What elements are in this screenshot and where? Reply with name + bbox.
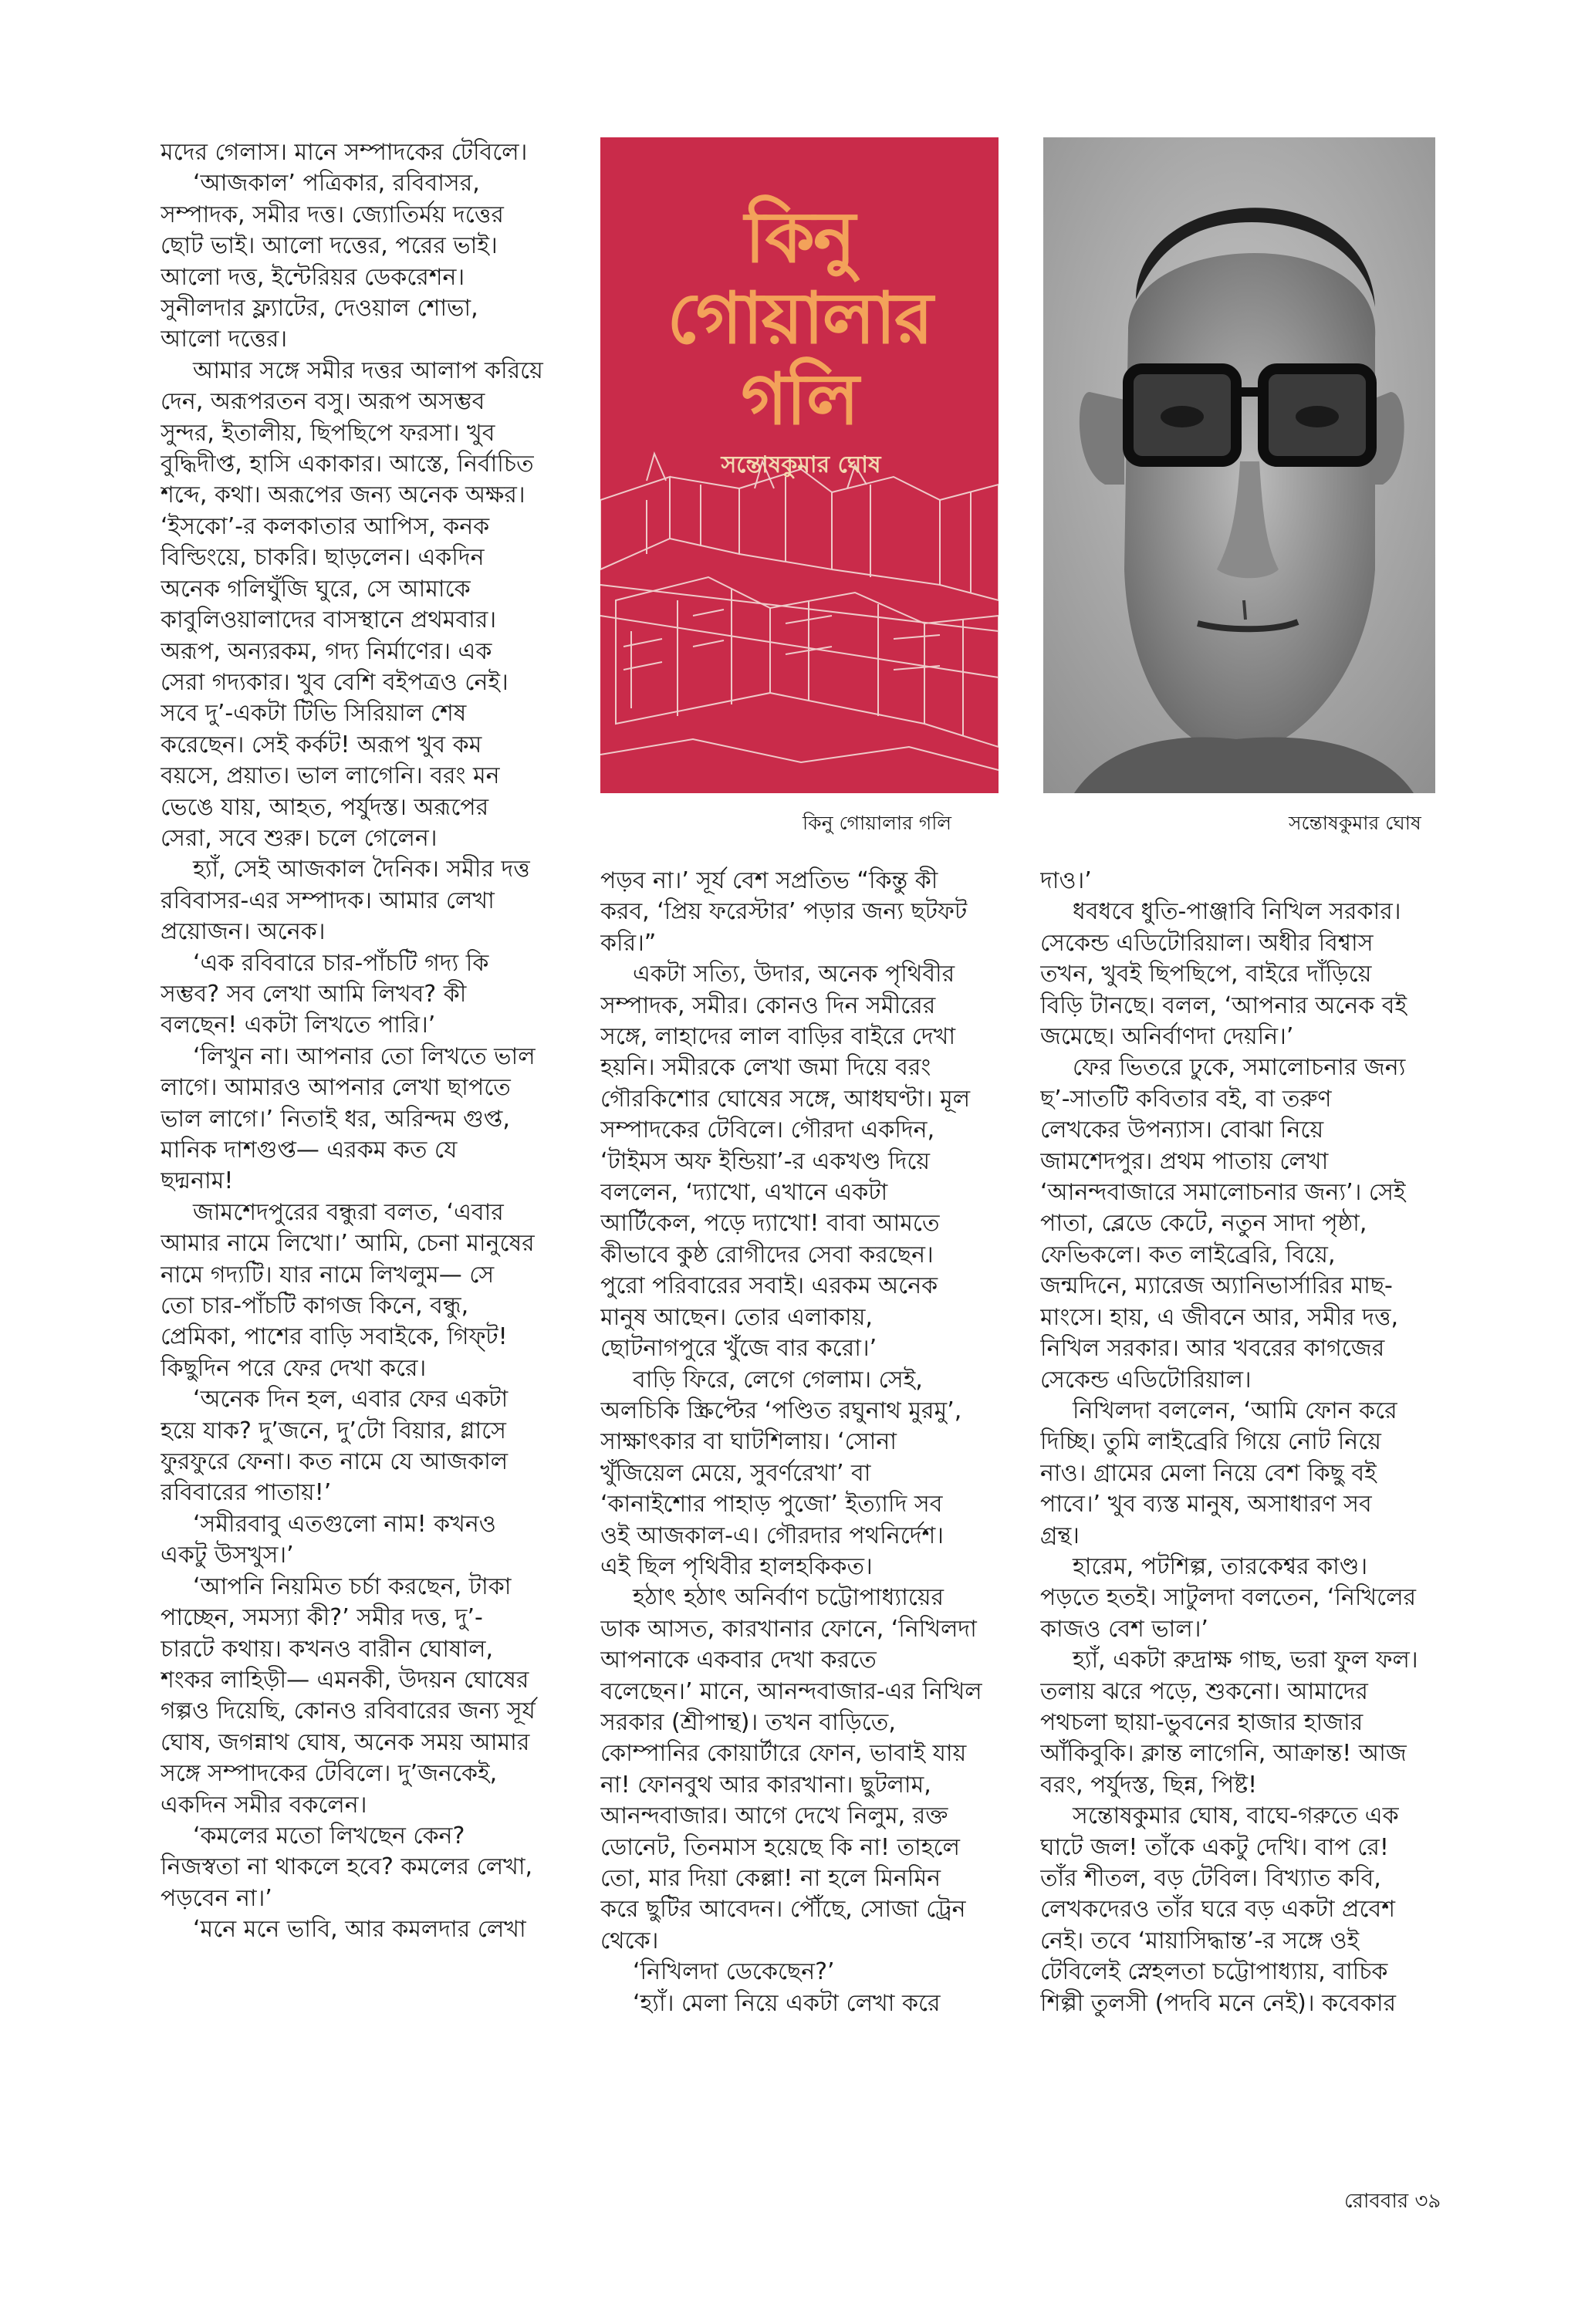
text-line: ‘আপনি নিয়মিত চর্চা করছেন, টাকা: [193, 1572, 512, 1600]
text-line: সঙ্গে সম্পাদকের টেবিলে। দু’জনকেই,: [161, 1760, 498, 1788]
text-line: সেরা, সবে শুরু। চলে গেলেন।: [161, 824, 438, 852]
text-line: থেকে।: [600, 1927, 659, 1954]
text-line: ঘোষ, জগন্নাথ ঘোষ, অনেক সময় আমার: [161, 1728, 530, 1756]
text-line: কিছুদিন পরে ফের দেখা করে।: [161, 1354, 427, 1382]
cover-title-line: গোয়ালার: [667, 277, 932, 360]
text-line: অলচিকি স্ক্রিপ্টের ‘পণ্ডিত রঘুনাথ মুরমু’,: [600, 1397, 962, 1424]
text-line: প্রয়োজন। অনেক।: [161, 918, 326, 946]
text-line: পুরো পরিবারের সবাই। এরকম অনেক: [600, 1272, 938, 1300]
text-line: ফেভিকলে। কত লাইব্রেরি, বিয়ে,: [1040, 1241, 1336, 1268]
text-line: বরং, পর্যুদস্ত, ছিন্ন, পিষ্ট!: [1040, 1771, 1258, 1799]
article-column-3: [1040, 866, 1472, 2131]
text-line: একদিন সমীর বকলেন।: [161, 1791, 367, 1819]
text-line: বলছেন! একটা লিখতে পারি।’: [161, 1012, 436, 1039]
text-line: ‘নিখিলদা ডেকেছেন?’: [633, 1958, 835, 1986]
text-line: অরূপ, অন্যরকম, গদ্য নির্মাণের। এক: [161, 637, 492, 665]
text-line: জমেছে। অনির্বাণদা দেয়নি।’: [1040, 1023, 1294, 1051]
text-line: ঘাটে জল! তাঁকে একটু দেখি। বাপ রে!: [1040, 1833, 1389, 1861]
text-line: কাজও বেশ ভাল।’: [1040, 1615, 1208, 1643]
text-line: দেন, অরূপরতন বসু। অরূপ অসম্ভব: [161, 388, 485, 416]
text-line: ‘কমলের মতো লিখছেন কেন?: [193, 1822, 465, 1849]
portrait-illustration: [1043, 137, 1435, 793]
text-line: লেখকদেরও তাঁর ঘরে বড় একটা প্রবেশ: [1040, 1896, 1395, 1924]
text-line: শিল্পী তুলসী (পদবি মনে নেই)। কবেকার: [1040, 1989, 1397, 2017]
book-cover-caption: কিনু গোয়ালার গলি: [803, 812, 952, 834]
text-line: সেরা গদ্যকার। খুব বেশি বইপত্রও নেই।: [161, 668, 509, 696]
text-line: আমার নামে লিখো।’ আমি, চেনা মানুষের: [161, 1230, 535, 1258]
text-line: হারেম, পটশিল্প, তারকেশ্বর কাণ্ড।: [1073, 1552, 1368, 1580]
text-line: ‘আজকাল’ পত্রিকার, রবিবাসর,: [193, 170, 480, 198]
text-line: দাও।’: [1040, 867, 1092, 894]
text-line: বিড়ি টানছে। বলল, ‘আপনার অনেক বই: [1040, 991, 1407, 1019]
text-line: নিজস্বতা না থাকলে হবে? কমলের লেখা,: [161, 1853, 533, 1881]
text-line: সাক্ষাৎকার বা ঘাটশিলায়। ‘সোনা: [600, 1428, 897, 1456]
text-line: ডাক আসত, কারখানার ফোনে, ‘নিখিলদা: [600, 1615, 977, 1643]
text-line: শব্দে, কথা। অরূপের জন্য অনেক অক্ষর।: [161, 481, 525, 509]
text-line: এই ছিল পৃথিবীর হালহকিকত।: [600, 1552, 873, 1580]
text-line: শংকর লাহিড়ী— এমনকী, উদয়ন ঘোষের: [161, 1666, 529, 1694]
article-column-2: [600, 866, 1032, 2131]
text-line: পাতা, ব্লেডে কেটে, নতুন সাদা পৃষ্ঠা,: [1040, 1210, 1367, 1238]
magazine-name: রোববার: [1344, 2190, 1409, 2213]
text-line: টেবিলেই স্নেহলতা চট্টোপাধ্যায়, বাচিক: [1040, 1958, 1388, 1986]
text-line: অনেক গলিঘুঁজি ঘুরে, সে আমাকে: [161, 575, 471, 603]
text-line: বিল্ডিংয়ে, চাকরি। ছাড়লেন। একদিন: [161, 544, 485, 572]
text-line: সম্ভব? সব লেখা আমি লিখব? কী: [161, 980, 467, 1008]
text-line: মাংসে। হায়, এ জীবনে আর, সমীর দত্ত,: [1040, 1303, 1399, 1331]
text-line: নিখিলদা বললেন, ‘আমি ফোন করে: [1073, 1397, 1397, 1424]
text-line: ওই আজকাল-এ। গৌরদার পথনির্দেশ।: [600, 1522, 944, 1549]
text-line: একটা সত্যি, উদার, অনেক পৃথিবীর: [633, 961, 955, 988]
text-line: ‘আনন্দবাজারে সমালোচনার জন্য’। সেই: [1040, 1179, 1406, 1207]
book-cover-image: [600, 137, 999, 793]
text-line: চারটে কথায়। কখনও বারীন ঘোষাল,: [161, 1635, 494, 1663]
text-line: নাও। গ্রামের মেলা নিয়ে বেশ কিছু বই: [1040, 1459, 1377, 1487]
text-line: ভেঙে যায়, আহত, পর্যুদস্ত। অরূপের: [161, 793, 489, 821]
text-line: পড়বেন না।’: [161, 1884, 272, 1912]
text-line: জন্মদিনে, ম্যারেজ অ্যানিভার্সারির মাছ-: [1040, 1272, 1393, 1300]
text-line: মানিক দাশগুপ্ত— এরকম কত যে: [161, 1137, 458, 1164]
text-line: সবে দু’-একটা টিভি সিরিয়াল শেষ: [161, 700, 467, 728]
text-line: সুন্দর, ইতালীয়, ছিপছিপে ফরসা। খুব: [161, 419, 495, 447]
text-line: বয়সে, প্রয়াত। ভাল লাগেনি। বরং মন: [161, 762, 500, 790]
text-line: নামে গদ্যটি। যার নামে লিখলুম— সে: [161, 1261, 495, 1289]
text-line: আর্টিকেল, পড়ে দ্যাখো! বাবা আমতে: [600, 1210, 940, 1238]
text-line: ‘টাইমস অফ ইন্ডিয়া’-র একখণ্ড দিয়ে: [600, 1147, 931, 1175]
text-line: হয়নি। সমীরকে লেখা জমা দিয়ে বরং: [600, 1054, 931, 1082]
text-line: জামশেদপুর। প্রথম পাতায় লেখা: [1040, 1147, 1329, 1175]
text-line: হঠাৎ হঠাৎ অনির্বাণ চট্টোপাধ্যায়ের: [633, 1584, 944, 1612]
text-line: আপনাকে একবার দেখা করতে: [600, 1647, 877, 1674]
page-number: ৩৯: [1414, 2190, 1441, 2213]
text-line: কোম্পানির কোয়ার্টারে ফোন, ভাবাই যায়: [600, 1740, 967, 1768]
cover-title-line: কিনু: [745, 196, 854, 279]
text-line: বাড়ি ফিরে, লেগে গেলাম। সেই,: [633, 1366, 923, 1393]
text-line: করেছেন। সেই কর্কট! অরূপ খুব কম: [161, 731, 482, 758]
text-line: হ্যাঁ, একটা রুদ্রাক্ষ গাছ, ভরা ফুল ফল।: [1073, 1647, 1418, 1674]
text-line: মানুষ আছেন। তোর এলাকায়,: [600, 1303, 873, 1331]
text-line: ডোনেট, তিনমাস হয়েছে কি না! তাহলে: [600, 1833, 960, 1861]
text-line: পড়তে হতই। সাটুলদা বলতেন, ‘নিখিলের: [1040, 1584, 1417, 1612]
text-line: ভাল লাগে।’ নিতাই ধর, অরিন্দম গুপ্ত,: [161, 1105, 510, 1133]
text-line: গ্রন্থ।: [1040, 1522, 1080, 1549]
text-line: ‘কানাইশোর পাহাড় পুজো’ ইত্যাদি সব: [600, 1491, 943, 1518]
text-line: বুদ্ধিদীপ্ত, হাসি একাকার। আস্তে, নির্বাচিত: [161, 451, 534, 478]
text-line: মদের গেলাস। মানে সম্পাদকের টেবিলে।: [161, 139, 528, 166]
text-line: ফুরফুরে ফেনা। কত নামে যে আজকাল: [161, 1448, 509, 1476]
text-line: ‘সমীরবাবু এতগুলো নাম! কখনও: [193, 1510, 496, 1538]
text-line: পাচ্ছেন, সমস্যা কী?’ সমীর দত্ত, দু’-: [161, 1604, 483, 1632]
text-line: ‘ইসকো’-র কলকাতার আপিস, কনক: [161, 512, 490, 540]
text-line: আলো দত্ত, ইন্টেরিয়র ডেকরেশন।: [161, 263, 465, 291]
text-line: সম্পাদকের টেবিলে। গৌরদা একদিন,: [600, 1116, 935, 1144]
text-line: লেখকের উপন্যাস। বোঝা নিয়ে: [1040, 1116, 1324, 1144]
text-line: প্রেমিকা, পাশের বাড়ি সবাইকে, গিফ্‌ট!: [161, 1323, 508, 1351]
text-line: ‘অনেক দিন হল, এবার ফের একটা: [193, 1386, 509, 1414]
text-line: গৌরকিশোর ঘোষের সঙ্গে, আধঘণ্টা। মূল: [600, 1085, 971, 1113]
text-line: রবিবাসর-এর সম্পাদক। আমার লেখা: [161, 887, 495, 914]
text-line: রবিবারের পাতায়!’: [161, 1479, 332, 1507]
text-line: ‘হ্যাঁ। মেলা নিয়ে একটা লেখা করে: [633, 1989, 941, 2017]
text-line: তাঁর শীতল, বড় টেবিল। বিখ্যাত কবি,: [1040, 1865, 1381, 1892]
text-line: সেকেন্ড এডিটোরিয়াল।: [1040, 1366, 1252, 1393]
text-line: সঙ্গে, লাহাদের লাল বাড়ির বাইরে দেখা: [600, 1023, 956, 1051]
text-line: একটু উসখুস।’: [161, 1542, 294, 1569]
text-line: কাবুলিওয়ালাদের বাসস্থানে প্রথমবার।: [161, 606, 497, 634]
text-line: ফের ভিতরে ঢুকে, সমালোচনার জন্য: [1073, 1054, 1406, 1082]
text-line: ছোট ভাই। আলো দত্তের, পরের ভাই।: [161, 232, 498, 260]
text-line: খুঁজিয়েল মেয়ে, সুবর্ণরেখা’ বা: [600, 1459, 871, 1487]
text-line: হ্যাঁ, সেই আজকাল দৈনিক। সমীর দত্ত: [193, 856, 530, 883]
text-line: বললেন, ‘দ্যাখো, এখানে একটা: [600, 1179, 888, 1207]
text-line: সেকেন্ড এডিটোরিয়াল। অধীর বিশ্বাস: [1040, 929, 1374, 957]
text-line: নিখিল সরকার। আর খবরের কাগজের: [1040, 1335, 1385, 1363]
text-line: তখন, খুবই ছিপছিপে, বাইরে দাঁড়িয়ে: [1040, 961, 1372, 988]
page-footer: [1344, 2185, 1441, 2219]
text-line: ‘মনে মনে ভাবি, আর কমলদার লেখা: [193, 1916, 526, 1944]
text-line: সম্পাদক, সমীর। কোনও দিন সমীরের: [600, 991, 936, 1019]
text-line: ছোটনাগপুরে খুঁজে বার করো।’: [600, 1335, 877, 1363]
text-line: জামশেদপুরের বন্ধুরা বলত, ‘এবার: [193, 1198, 504, 1226]
text-line: ছ’-সাতটি কবিতার বই, বা তরুণ: [1040, 1085, 1332, 1113]
text-line: ‘এক রবিবারে চার-পাঁচটি গদ্য কি: [193, 949, 489, 977]
cover-title-line: গলি: [741, 358, 858, 441]
text-line: নেই। তবে ‘মায়াসিদ্ধান্ত’-র সঙ্গে ওই: [1040, 1927, 1360, 1954]
text-line: সুনীলদার ফ্ল্যাটের, দেওয়াল শোভা,: [161, 295, 478, 323]
text-line: তো, মার দিয়া কেল্লা! না হলে মিনমিন: [600, 1865, 941, 1892]
text-line: পাবে।’ খুব ব্যস্ত মানুষ, অসাধারণ সব: [1040, 1491, 1372, 1518]
text-line: আমার সঙ্গে সমীর দত্তর আলাপ করিয়ে: [193, 356, 543, 384]
author-portrait-photo: [1043, 137, 1435, 793]
text-line: সরকার (শ্রীপান্থ)। তখন বাড়িতে,: [600, 1708, 896, 1736]
text-line: পথচলা ছায়া-ভুবনের হাজার হাজার: [1040, 1708, 1364, 1736]
text-line: করব, ‘প্রিয় ফরেস্টার’ পড়ার জন্য ছটফট: [600, 898, 968, 926]
text-line: পড়ব না।’ সূর্য বেশ সপ্রতিভ “কিন্তু কী: [600, 867, 938, 894]
text-line: কীভাবে কুষ্ঠ রোগীদের সেবা করছেন।: [600, 1241, 934, 1268]
text-line: হয়ে যাক? দু’জনে, দু’টো বিয়ার, গ্লাসে: [161, 1417, 506, 1444]
text-line: আঁকিবুকি। ক্লান্ত লাগেনি, আক্রান্ত! আজ: [1040, 1740, 1407, 1768]
portrait-caption: সন্তোষকুমার ঘোষ: [1289, 812, 1421, 834]
text-line: দিচ্ছি। তুমি লাইব্রেরি গিয়ে নোট নিয়ে: [1040, 1428, 1381, 1456]
text-line: আনন্দবাজার। আগে দেখে নিলুম, রক্ত: [600, 1802, 948, 1830]
text-line: তলায় ঝরে পড়ে, শুকনো। আমাদের: [1040, 1677, 1368, 1705]
text-line: সন্তোষকুমার ঘোষ, বাঘে-গরুতে এক: [1073, 1802, 1399, 1830]
text-line: না! ফোনবুথ আর কারখানা। ছুটলাম,: [600, 1771, 931, 1799]
text-line: করি।”: [600, 929, 657, 957]
text-line: গল্পও দিয়েছি, কোনও রবিবারের জন্য সূর্য: [161, 1697, 536, 1725]
text-line: আলো দত্তের।: [161, 326, 288, 353]
article-column-1: [161, 137, 593, 2128]
text-line: ছদ্মনাম!: [161, 1167, 234, 1195]
text-line: সম্পাদক, সমীর দত্ত। জ্যোতির্ময় দত্তের: [161, 201, 504, 228]
cover-author: সন্তোষকুমার ঘোষ: [721, 451, 881, 478]
text-line: লাগে। আমারও আপনার লেখা ছাপতে: [161, 1074, 511, 1102]
text-line: বলেছেন।’ মানে, আনন্দবাজার-এর নিখিল: [600, 1677, 982, 1705]
text-line: ‘লিখুন না। আপনার তো লিখতে ভাল: [193, 1042, 536, 1070]
text-line: করে ছুটির আবেদন। পৌঁছে, সোজা ট্রেন: [600, 1896, 966, 1924]
text-line: তো চার-পাঁচটি কাগজ কিনে, বন্ধু,: [161, 1292, 469, 1320]
text-line: ধবধবে ধুতি-পাঞ্জাবি নিখিল সরকার।: [1073, 898, 1401, 926]
